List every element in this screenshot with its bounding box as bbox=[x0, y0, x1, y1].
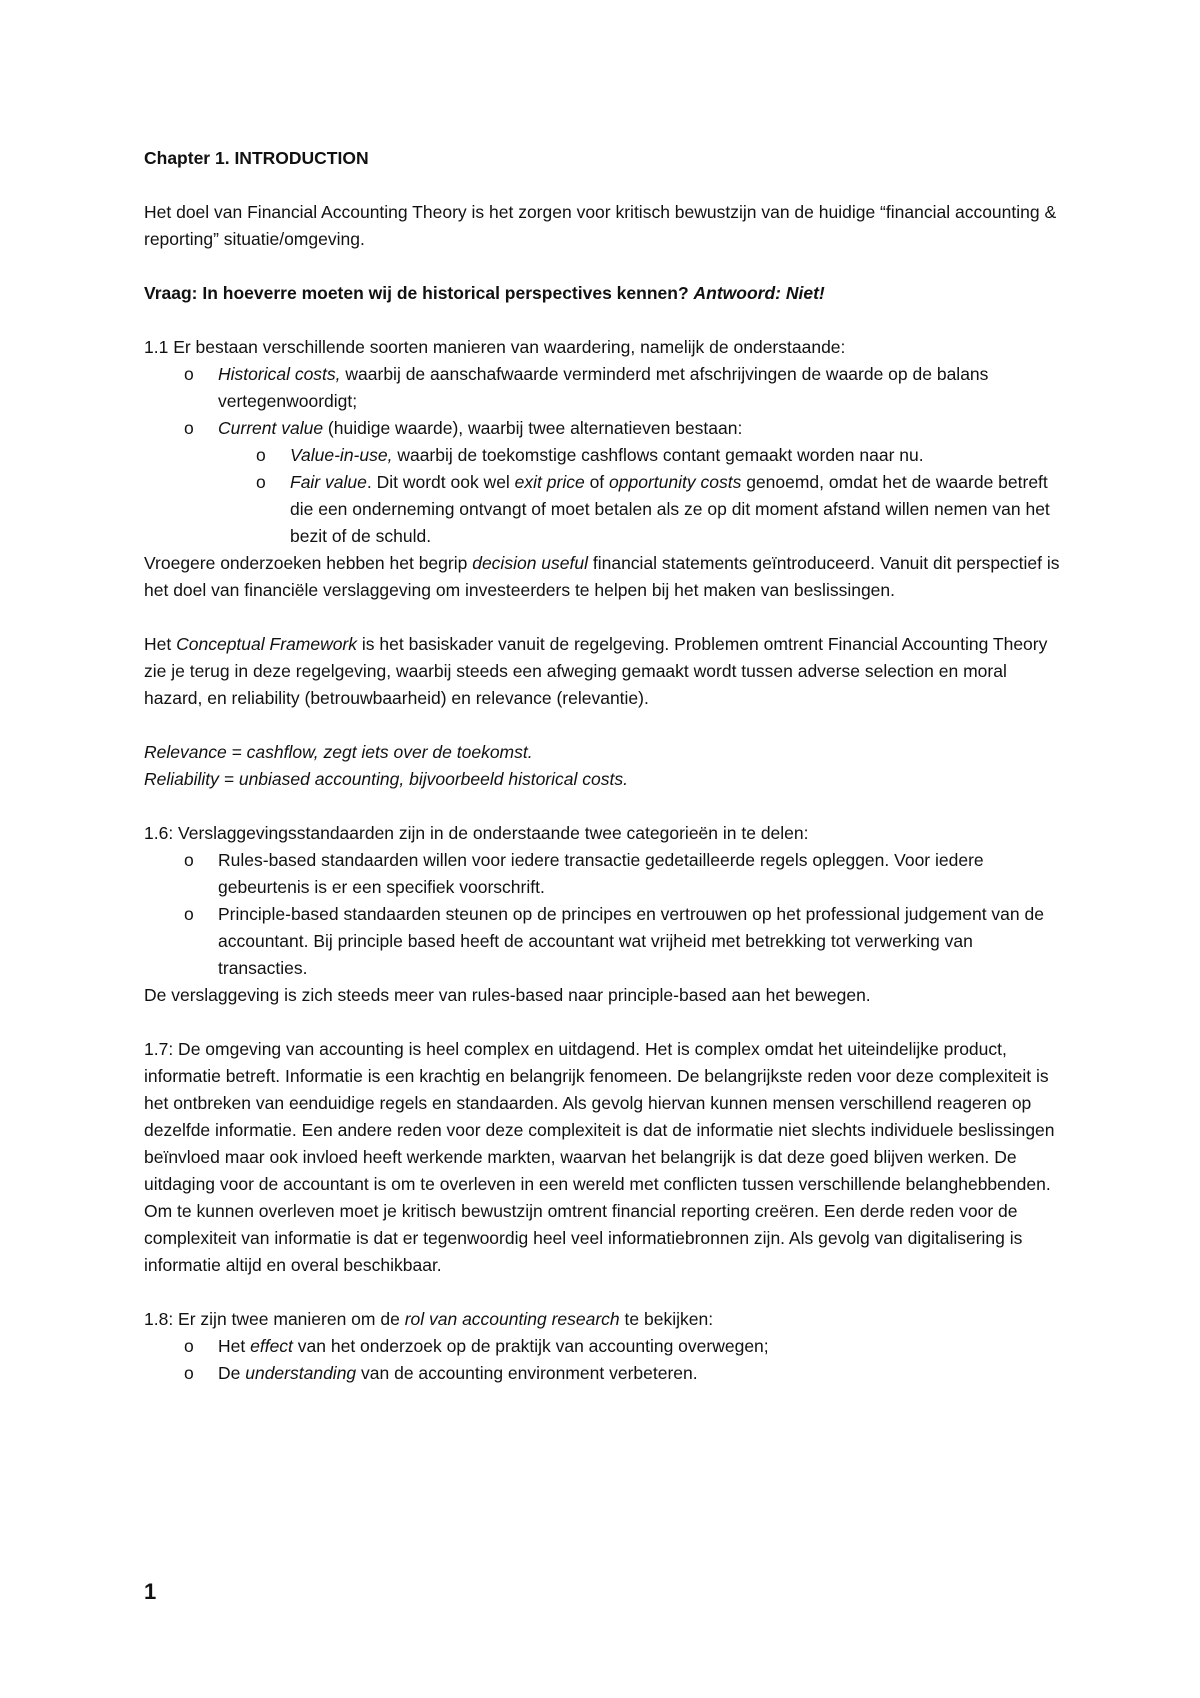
term-effect: effect bbox=[250, 1336, 293, 1356]
principle-based-text: Principle-based standaarden steunen op de principes en vertrouwen op het professional judgement van de accountant. Bij principle based heeft de accountant wat vrijheid met betrekking tot verwerking van transacties. bbox=[218, 904, 1044, 978]
term-value-in-use: Value-in-use, bbox=[290, 445, 393, 465]
bullet-marker: o bbox=[256, 445, 266, 465]
list-item bbox=[144, 1360, 1064, 1387]
value-in-use-text: waarbij de toekomstige cashflows contant gemaakt worden naar nu. bbox=[392, 445, 924, 465]
list-item bbox=[144, 442, 1064, 469]
decision-useful-paragraph bbox=[144, 550, 1064, 604]
bullet-marker: o bbox=[184, 1336, 194, 1356]
bullet-marker: o bbox=[184, 850, 194, 870]
research-roles-list bbox=[144, 1333, 1064, 1387]
fair-value-text: of bbox=[584, 472, 610, 492]
term-conceptual-framework: Conceptual Framework bbox=[176, 634, 358, 654]
list-item bbox=[144, 469, 1064, 550]
term-exit-price: exit price bbox=[514, 472, 585, 492]
term-historical-costs: Historical costs, bbox=[218, 364, 341, 384]
term-opportunity-costs: opportunity costs bbox=[609, 472, 742, 492]
rules-based-text: Rules-based standaarden willen voor iedere transactie gedetailleerde regels opleggen. Voor iedere gebeurtenis is er een specifiek voorschrift. bbox=[218, 850, 984, 897]
term-rol-van-accounting-research: rol van accounting research bbox=[404, 1309, 620, 1329]
fair-value-text: genoemd, omdat het de waarde betreft die een onderneming ontvangt of moet betalen als ze op dit moment afstand willen nemen van het bezit of de schuld. bbox=[290, 472, 1050, 546]
term-understanding: understanding bbox=[245, 1363, 357, 1383]
paragraph-text: is het basiskader vanuit de regelgeving. Problemen omtrent Financial Accounting Theory zie je terug in deze regelgeving, waarbij steeds een afweging gemaakt wordt tussen adverse selection en moral hazard, en reliability (betrouwbaarheid) en relevance (relevantie). bbox=[144, 634, 1048, 708]
question-line bbox=[144, 280, 1064, 307]
current-value-text: (huidige waarde), waarbij twee alternatieven bestaan: bbox=[323, 418, 743, 438]
bullet-marker: o bbox=[256, 472, 266, 492]
paragraph-text: Het bbox=[144, 634, 177, 654]
item-text: Het bbox=[218, 1336, 251, 1356]
section-1-7-paragraph: 1.7: De omgeving van accounting is heel complex en uitdagend. Het is complex omdat het uiteindelijke product, informatie betreft. Informatie is een krachtig en belangrijk fenomeen. De belangrijkste reden voor deze complexiteit is het ontbreken van eenduidige regels en standaarden. Als gevolg hiervan kunnen mensen verschillend reageren op dezelfde informatie. Een andere reden voor deze complexiteit is dat de informatie niet slechts individuele beslissingen beïnvloed maar ook invloed heeft werkende markten, waarvan het belangrijk is dat deze goed blijven werken. De uitdaging voor de accountant is om te overleven in een wereld met conflicten tussen verschillende belanghebbenden. Om te kunnen overleven moet je kritisch bewustzijn omtrent financial reporting creëren. Een derde reden voor de complexiteit van informatie is dat er tegenwoordig heel veel informatiebronnen zijn. Als gevolg van digitalisering is informatie altijd en overal beschikbaar. bbox=[144, 1039, 1055, 1275]
chapter-title: Chapter 1. INTRODUCTION bbox=[144, 148, 369, 168]
question-text: Vraag: In hoeverre moeten wij de historical perspectives kennen? bbox=[144, 283, 689, 303]
page-content bbox=[144, 145, 1064, 1387]
bullet-marker: o bbox=[184, 418, 194, 438]
item-text: van de accounting environment verbeteren. bbox=[356, 1363, 698, 1383]
section-1-6-lead: 1.6: Verslaggevingsstandaarden zijn in de onderstaande twee categorieën in te delen: bbox=[144, 823, 809, 843]
bullet-marker: o bbox=[184, 1363, 194, 1383]
framework-paragraph bbox=[144, 631, 1064, 712]
list-item bbox=[144, 847, 1064, 901]
section-1-1-lead: 1.1 Er bestaan verschillende soorten manieren van waardering, namelijk de onderstaande: bbox=[144, 337, 846, 357]
page-number: 1 bbox=[144, 1579, 157, 1604]
reliability-definition: Reliability = unbiased accounting, bijvoorbeeld historical costs. bbox=[144, 769, 628, 789]
intro-paragraph: Het doel van Financial Accounting Theory is het zorgen voor kritisch bewustzijn van de huidige “financial accounting & reporting” situatie/omgeving. bbox=[144, 202, 1057, 249]
answer-text: Antwoord: Niet! bbox=[693, 283, 825, 303]
term-decision-useful: decision useful bbox=[472, 553, 588, 573]
valuation-list bbox=[144, 361, 1064, 442]
current-value-sublist bbox=[144, 442, 1064, 550]
standards-list bbox=[144, 847, 1064, 982]
term-current-value: Current value bbox=[218, 418, 324, 438]
list-item bbox=[144, 901, 1064, 982]
paragraph-text: financial statements geïntroduceerd. Vanuit dit perspectief is het doel van financiële verslaggeving om investeerders te helpen bij het maken van beslissingen. bbox=[144, 553, 1060, 600]
section-1-6-closing: De verslaggeving is zich steeds meer van rules-based naar principle-based aan het bewegen. bbox=[144, 985, 871, 1005]
item-text: De bbox=[218, 1363, 246, 1383]
list-item bbox=[144, 415, 1064, 442]
relevance-definition: Relevance = cashflow, zegt iets over de toekomst. bbox=[144, 742, 533, 762]
list-item bbox=[144, 1333, 1064, 1360]
bullet-marker: o bbox=[184, 904, 194, 924]
term-fair-value: Fair value bbox=[290, 472, 367, 492]
paragraph-text: Vroegere onderzoeken hebben het begrip bbox=[144, 553, 473, 573]
item-text: van het onderzoek op de praktijk van accounting overwegen; bbox=[292, 1336, 769, 1356]
paragraph-text: te bekijken: bbox=[619, 1309, 714, 1329]
section-1-8-lead bbox=[144, 1306, 1064, 1333]
bullet-marker: o bbox=[184, 364, 194, 384]
list-item bbox=[144, 361, 1064, 415]
historical-costs-text: waarbij de aanschafwaarde verminderd met afschrijvingen de waarde op de balans vertegenwoordigt; bbox=[218, 364, 989, 411]
paragraph-text: 1.8: Er zijn twee manieren om de bbox=[144, 1309, 405, 1329]
fair-value-text: . Dit wordt ook wel bbox=[366, 472, 515, 492]
